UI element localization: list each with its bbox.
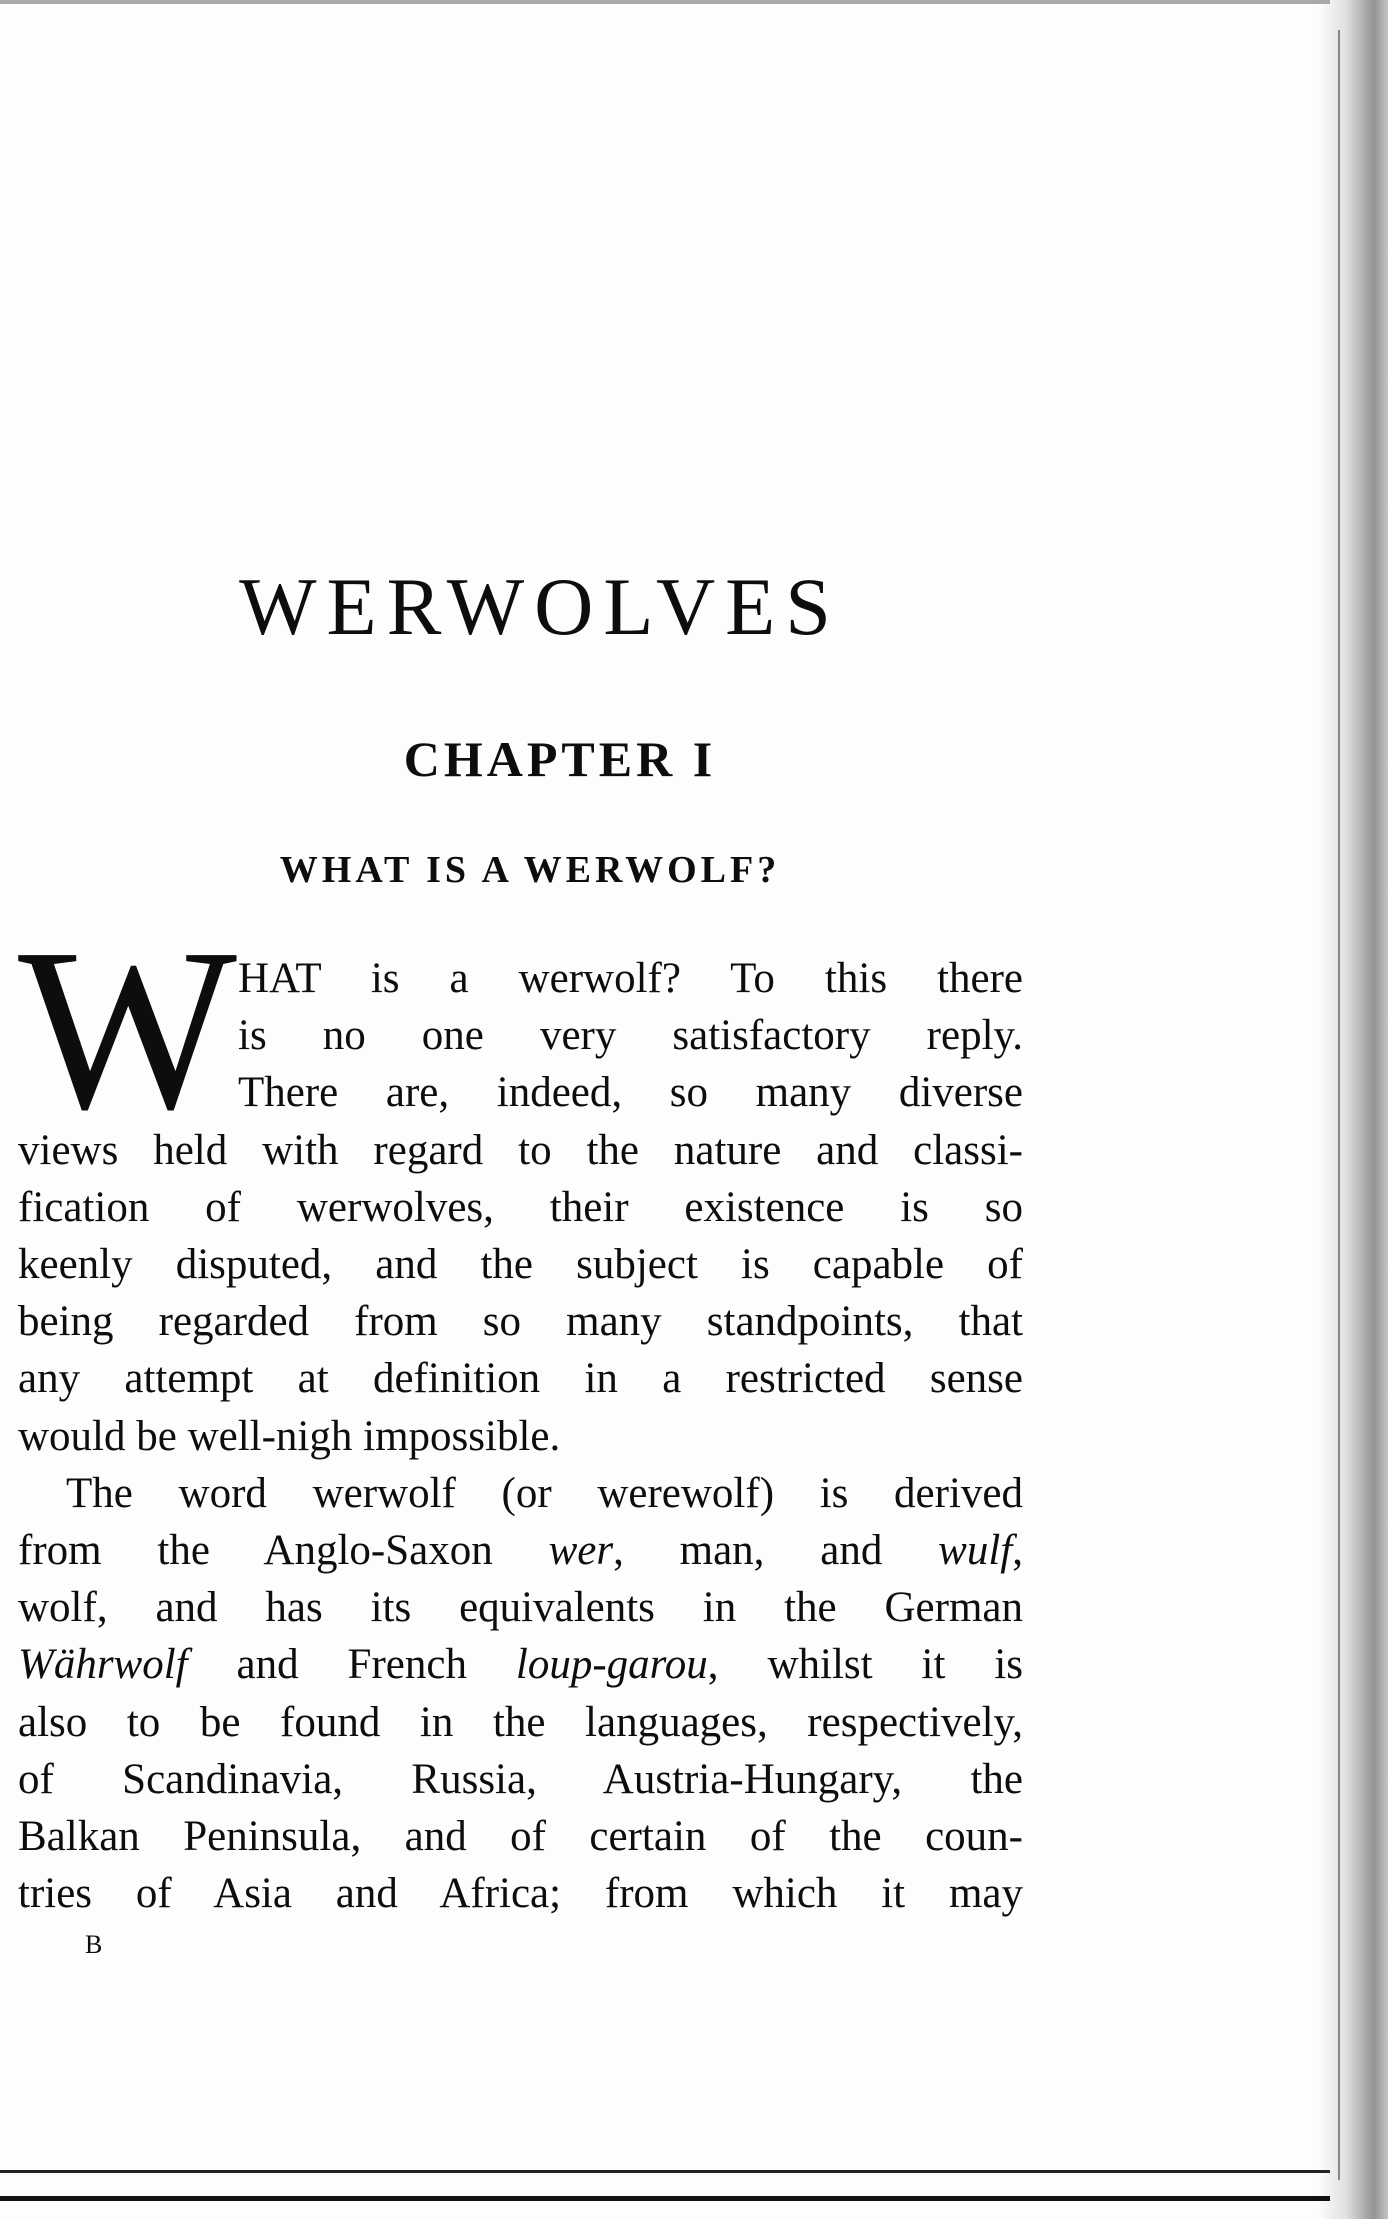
paragraph-1-line-4: views held with regard to the nature and classi-	[18, 1126, 1023, 1174]
chapter-number: CHAPTER I	[403, 731, 717, 787]
paragraph-2-line-8: tries of Asia and Africa; from which it may	[18, 1870, 1023, 1918]
italic-word-wahrwolf: Währwolf	[18, 1641, 188, 1689]
paragraph-1-line-5: fication of werwolves, their existence is so	[18, 1183, 1023, 1231]
bottom-scan-rule-thick	[0, 2196, 1330, 2201]
paragraph-1-line-1: HAT is a werwolf? To this there	[238, 955, 1023, 1002]
right-page-edge-line	[1338, 30, 1340, 2180]
paragraph-2-line-7: Balkan Peninsula, and of certain of the coun-	[18, 1813, 1023, 1861]
paragraph-2-line-1	[18, 1465, 1023, 1522]
paragraph-2-line-5: also to be found in the languages, respectively,	[18, 1698, 1023, 1746]
drop-cap-container	[18, 901, 231, 1158]
paragraph-1-line-6: keenly disputed, and the subject is capable of	[18, 1241, 1023, 1289]
chapter-title: WHAT IS A WERWOLF?	[279, 849, 781, 891]
paragraph-1-line-8: any attempt at definition in a restricted sense	[18, 1355, 1023, 1403]
paragraph-2-line-6: of Scandinavia, Russia, Austria-Hungary, the	[18, 1755, 1023, 1803]
paragraph-2-line-4	[18, 1636, 1023, 1693]
paragraph-1-line-3: There are, indeed, so many diverse	[238, 1069, 1023, 1117]
bottom-scan-rule	[0, 2170, 1330, 2173]
paragraph-2-line-4-text-a: and French	[187, 1641, 516, 1689]
top-page-edge	[0, 0, 1330, 4]
paragraph-1-line-9: would be well-nigh impossible.	[18, 1412, 561, 1460]
paragraph-2-line-2-text-a: from the Anglo-Saxon	[18, 1527, 549, 1575]
paragraph-2-line-1-text: The word werwolf (or werewolf) is derived	[66, 1469, 1023, 1517]
italic-word-wulf: wulf	[938, 1527, 1013, 1575]
signature-mark: B	[85, 1930, 104, 1959]
drop-cap: W	[18, 901, 231, 1158]
italic-word-wer: wer	[548, 1527, 614, 1575]
book-title: WERWOLVES	[239, 561, 841, 652]
body-text	[18, 901, 1023, 1922]
paragraph-2-line-2-text-b: , man, and	[613, 1527, 939, 1575]
paragraph-1-line-7: being regarded from so many standpoints, that	[18, 1298, 1023, 1346]
paragraph-2-line-3: wolf, and has its equivalents in the German	[18, 1584, 1023, 1632]
paragraph-2-line-2-text-c: ,	[1012, 1527, 1023, 1575]
paragraph-2-line-4-text-b: , whilst it is	[707, 1641, 1023, 1689]
paragraph-2-line-2	[18, 1522, 1023, 1579]
paragraph-1-line-2: is no one very satisfactory reply.	[238, 1012, 1023, 1060]
italic-word-loup-garou: loup-garou	[515, 1641, 708, 1689]
right-page-edge-shadow	[1318, 0, 1388, 2219]
